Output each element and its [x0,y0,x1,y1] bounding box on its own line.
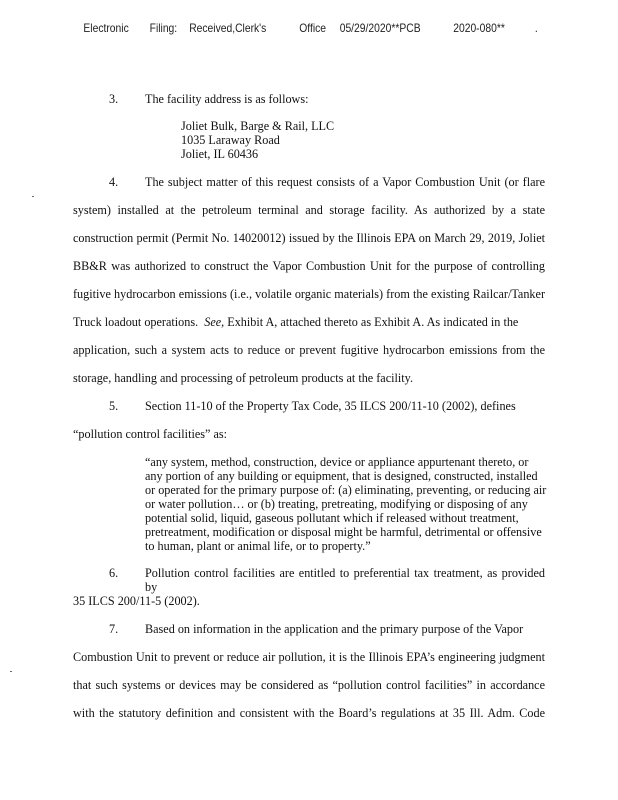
address-line-3: Joliet, IL 60436 [181,147,259,161]
paragraph-5-line-1: Section 11-10 of the Property Tax Code, 35 ILCS 200/11-10 (2002), defines [145,399,516,413]
header-case-number: 2020-080** [453,21,505,35]
quote-line-6: pretreatment, modification or disposal might be harmful, detrimental or offensive [145,525,542,539]
paragraph-7-line-4: with the statutory definition and consistent with the Board’s regulations at 35 Ill. Adm. Code [73,706,545,720]
paragraph-4-number: 4. [109,175,119,189]
header-electronic: Electronic [83,21,129,35]
header-received-clerks: Received,Clerk's [189,21,267,35]
scan-speck [10,671,12,672]
quote-line-5: potential solid, liquid, gaseous pollutant which if released without treatment, [145,511,519,525]
paragraph-6-number: 6. [109,566,119,580]
paragraph-4-line-6-prefix: Truck loadout operations. [73,315,205,329]
paragraph-5-line-2: “pollution control facilities” as: [73,427,227,441]
header-office: Office [299,21,327,35]
paragraph-5-number: 5. [109,399,119,413]
paragraph-3-number: 3. [109,92,119,106]
paragraph-7-line-1: Based on information in the application and the primary purpose of the Vapor [145,622,524,636]
paragraph-6-line-1: Pollution control facilities are entitled to preferential tax treatment, as provided by [145,566,545,594]
filing-header [0,21,538,35]
paragraph-7-line-3: that such systems or devices may be considered as “pollution control facilities” in accordance [73,678,545,692]
quote-line-2: any portion of any building or equipment, that is designed, constructed, installed [145,469,538,483]
paragraph-4-line-6 [73,315,518,329]
header-filing: Filing: [149,21,178,35]
paragraph-4-line-3: construction permit (Permit No. 14020012) issued by the Illinois EPA on March 29, 2019, Joliet [73,231,545,245]
quote-line-4: or water pollution… or (b) treating, pretreating, modifying or disposing of any [145,497,528,511]
quote-line-1: “any system, method, construction, device or appliance appurtenant thereto, or [145,455,529,469]
paragraph-4-line-7: application, such a system acts to reduce or prevent fugitive hydrocarbon emissions from the [73,343,545,357]
paragraph-7-number: 7. [109,622,119,636]
header-date: 05/29/2020**PCB [339,21,421,35]
paragraph-4-line-2: system) installed at the petroleum terminal and storage facility. As authorized by a state [73,203,545,217]
paragraph-4-line-5: fugitive hydrocarbon emissions (i.e., volatile organic materials) from the existing Railcar/Tanker [73,287,545,301]
paragraph-3-text: The facility address is as follows: [145,92,309,106]
address-line-1: Joliet Bulk, Barge & Rail, LLC [181,119,335,133]
paragraph-4-line-8: storage, handling and processing of petroleum products at the facility. [73,371,414,385]
quote-line-7: to human, plant or animal life, or to property.” [145,539,371,553]
paragraph-4-see: See, [204,315,225,329]
address-line-2: 1035 Laraway Road [181,133,280,147]
header-dot: . [534,21,538,35]
paragraph-4-line-6-rest: Exhibit A, attached thereto as Exhibit A. As indicated in the [227,315,519,329]
paragraph-4-line-1: The subject matter of this request consists of a Vapor Combustion Unit (or flare [145,175,545,189]
paragraph-6-line-2: 35 ILCS 200/11-5 (2002). [73,594,200,608]
paragraph-7-line-2: Combustion Unit to prevent or reduce air pollution, it is the Illinois EPA’s engineering judgment [73,650,545,664]
quote-line-3: or operated for the primary purpose of: (a) eliminating, preventing, or reducing air [145,483,547,497]
paragraph-4-line-4: BB&R was authorized to construct the Vapor Combustion Unit for the purpose of controlling [73,259,545,273]
scan-speck [32,196,34,197]
